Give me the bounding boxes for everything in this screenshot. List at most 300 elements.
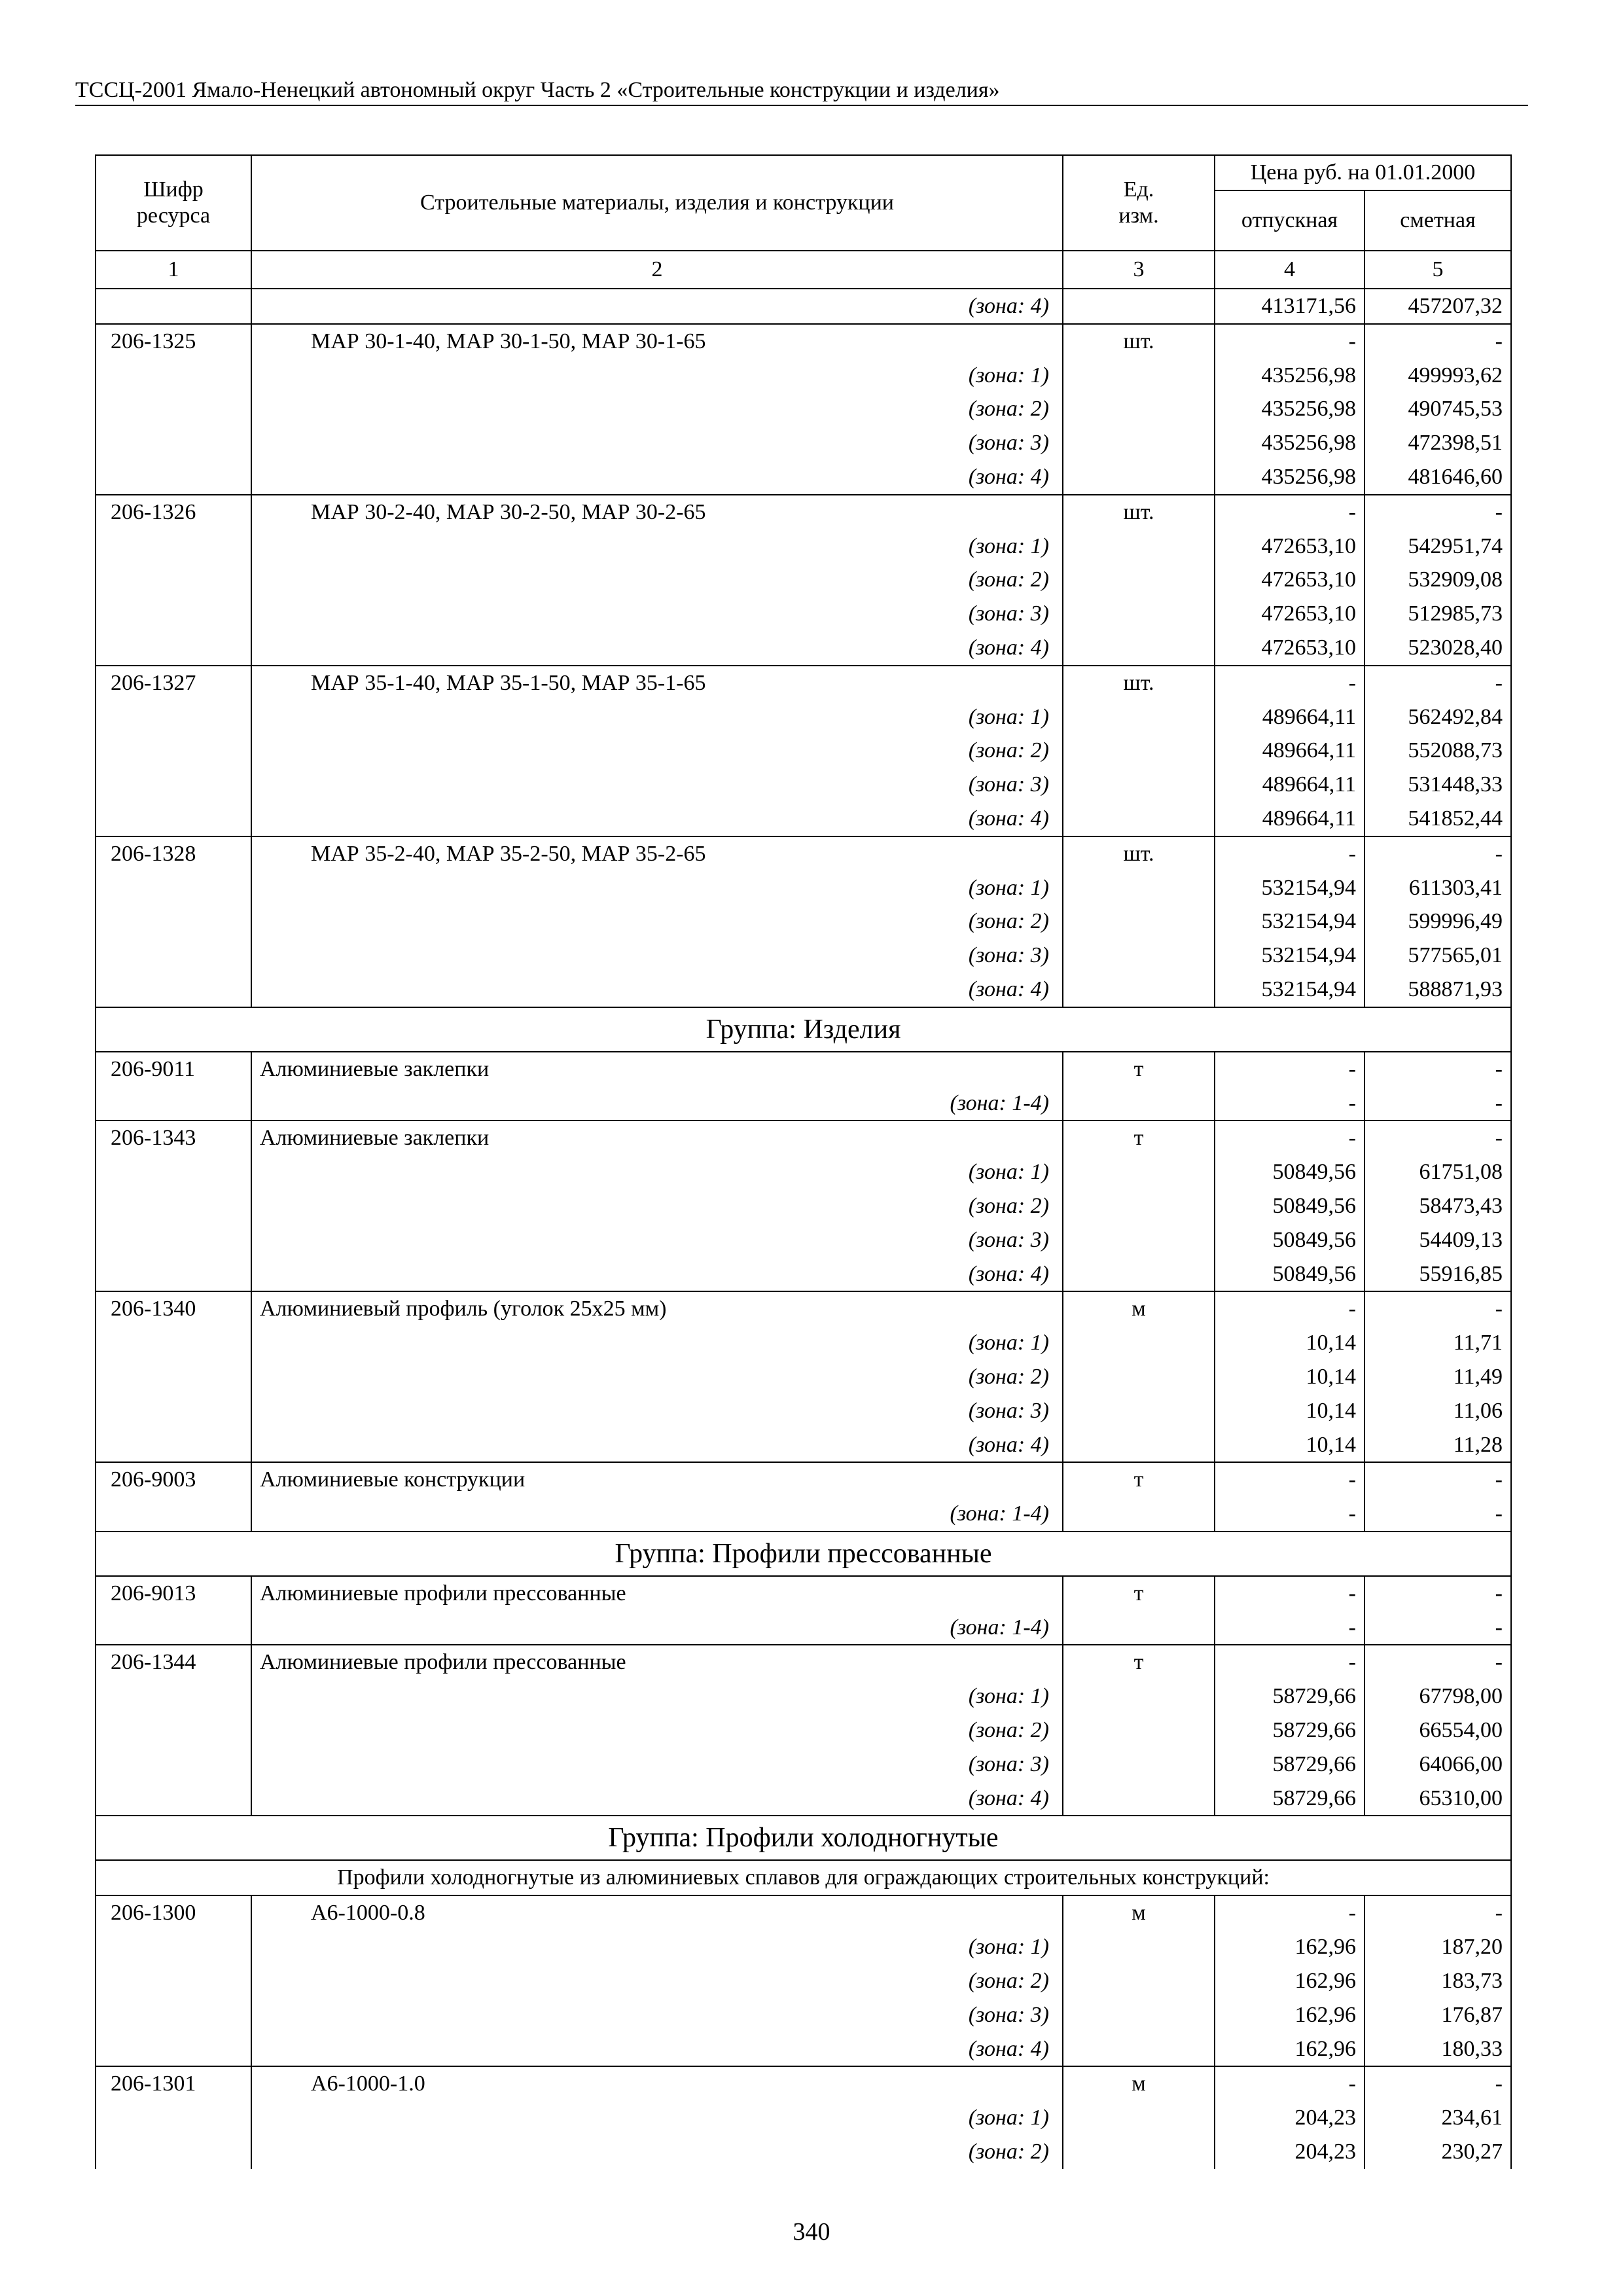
unit-of-measure: т	[1063, 1645, 1215, 1679]
column-number: 5	[1364, 251, 1511, 289]
unit-empty	[1063, 460, 1215, 495]
zone-label: (зона: 2)	[251, 563, 1063, 597]
estimate-price: 472398,51	[1364, 426, 1511, 460]
release-price: 489664,11	[1215, 768, 1364, 802]
estimate-price: 11,49	[1364, 1360, 1511, 1394]
zone-row	[96, 529, 1511, 564]
column-numbers-row	[96, 251, 1511, 289]
zone-label: (зона: 4)	[251, 289, 1063, 324]
resource-code-empty	[96, 1394, 251, 1428]
estimate-price: 187,20	[1364, 1930, 1511, 1964]
resource-code-empty	[96, 1748, 251, 1782]
estimate-price: 552088,73	[1364, 734, 1511, 768]
resource-code: 206-1344	[96, 1645, 251, 1679]
unit-empty	[1063, 426, 1215, 460]
zone-label: (зона: 2)	[251, 905, 1063, 939]
resource-code: 206-1328	[96, 836, 251, 871]
resource-code-empty	[96, 1189, 251, 1223]
release-price: -	[1215, 1086, 1364, 1121]
table-row	[96, 1052, 1511, 1086]
zone-label: (зона: 1)	[251, 1679, 1063, 1713]
column-number: 3	[1063, 251, 1215, 289]
release-price: -	[1215, 1895, 1364, 1930]
unit-empty	[1063, 359, 1215, 393]
estimate-price: 67798,00	[1364, 1679, 1511, 1713]
estimate-price: -	[1364, 1121, 1511, 1155]
release-price: -	[1215, 1052, 1364, 1086]
resource-code-empty	[96, 1679, 251, 1713]
estimate-price: -	[1364, 1645, 1511, 1679]
zone-row	[96, 1189, 1511, 1223]
estimate-price: 531448,33	[1364, 768, 1511, 802]
unit-empty	[1063, 2135, 1215, 2169]
resource-code-empty	[96, 1155, 251, 1189]
zone-row	[96, 1086, 1511, 1121]
zone-label: (зона: 4)	[251, 2032, 1063, 2067]
release-price: 489664,11	[1215, 700, 1364, 734]
zone-row	[96, 2101, 1511, 2135]
header-rule	[75, 105, 1528, 106]
estimate-price: -	[1364, 1291, 1511, 1326]
unit-empty	[1063, 1155, 1215, 1189]
estimate-price: 11,06	[1364, 1394, 1511, 1428]
unit-empty	[1063, 1782, 1215, 1816]
unit-empty	[1063, 1326, 1215, 1360]
resource-code-empty	[96, 1782, 251, 1816]
release-price: 532154,94	[1215, 973, 1364, 1007]
release-price: 489664,11	[1215, 734, 1364, 768]
zone-row	[96, 1428, 1511, 1463]
resource-code: 206-1301	[96, 2066, 251, 2101]
table-row	[96, 1121, 1511, 1155]
unit-of-measure: т	[1063, 1576, 1215, 1611]
group-heading: Группа: Изделия	[96, 1007, 1511, 1052]
zone-row	[96, 939, 1511, 973]
resource-code-empty	[96, 359, 251, 393]
unit-of-measure: м	[1063, 2066, 1215, 2101]
release-price: -	[1215, 324, 1364, 359]
zone-row	[96, 905, 1511, 939]
estimate-price: 490745,53	[1364, 392, 1511, 426]
unit-of-measure: т	[1063, 1462, 1215, 1497]
release-price: 10,14	[1215, 1394, 1364, 1428]
unit-empty	[1063, 1998, 1215, 2032]
unit-empty	[1063, 1428, 1215, 1463]
zone-row	[96, 392, 1511, 426]
zone-label: (зона: 2)	[251, 2135, 1063, 2169]
header-price: Цена руб. на 01.01.2000	[1215, 155, 1511, 190]
estimate-price: -	[1364, 1497, 1511, 1532]
unit-empty	[1063, 1964, 1215, 1998]
estimate-price: 512985,73	[1364, 597, 1511, 631]
table-row	[96, 1645, 1511, 1679]
zone-row	[96, 734, 1511, 768]
release-price: 472653,10	[1215, 631, 1364, 666]
zone-label: (зона: 2)	[251, 1360, 1063, 1394]
zone-row	[96, 871, 1511, 905]
unit-empty	[1063, 768, 1215, 802]
zone-row	[96, 768, 1511, 802]
table-header-row	[96, 155, 1511, 190]
header-code: Шифр ресурса	[96, 155, 251, 251]
unit-empty	[1063, 1257, 1215, 1292]
material-name: Алюминиевые конструкции	[251, 1462, 1063, 1497]
estimate-price: 61751,08	[1364, 1155, 1511, 1189]
material-name: Алюминиевые заклепки	[251, 1121, 1063, 1155]
zone-row	[96, 460, 1511, 495]
zone-row	[96, 1930, 1511, 1964]
unit-empty	[1063, 289, 1215, 324]
resource-code-empty	[96, 1257, 251, 1292]
zone-row	[96, 289, 1511, 324]
unit-of-measure: т	[1063, 1052, 1215, 1086]
estimate-price: 55916,85	[1364, 1257, 1511, 1292]
estimate-price: 599996,49	[1364, 905, 1511, 939]
unit-empty	[1063, 802, 1215, 836]
subheading: Профили холодногнутые из алюминиевых сплавов для ограждающих строительных конструкций:	[96, 1860, 1511, 1895]
estimate-price: 562492,84	[1364, 700, 1511, 734]
material-name: Алюминиевый профиль (уголок 25x25 мм)	[251, 1291, 1063, 1326]
zone-label: (зона: 1)	[251, 1930, 1063, 1964]
release-price: -	[1215, 1462, 1364, 1497]
estimate-price: 481646,60	[1364, 460, 1511, 495]
resource-code-empty	[96, 802, 251, 836]
resource-code-empty	[96, 1611, 251, 1645]
zone-row	[96, 1497, 1511, 1532]
zone-label: (зона: 3)	[251, 597, 1063, 631]
material-name: МАР 30-2-40, МАР 30-2-50, МАР 30-2-65	[251, 495, 1063, 529]
zone-row	[96, 1964, 1511, 1998]
estimate-price: 183,73	[1364, 1964, 1511, 1998]
release-price: -	[1215, 2066, 1364, 2101]
estimate-price: 58473,43	[1364, 1189, 1511, 1223]
unit-empty	[1063, 529, 1215, 564]
table-row	[96, 324, 1511, 359]
estimate-price: 532909,08	[1364, 563, 1511, 597]
unit-empty	[1063, 2101, 1215, 2135]
unit-empty	[1063, 597, 1215, 631]
release-price: 58729,66	[1215, 1748, 1364, 1782]
release-price: 435256,98	[1215, 359, 1364, 393]
unit-empty	[1063, 392, 1215, 426]
estimate-price: 65310,00	[1364, 1782, 1511, 1816]
zone-row	[96, 1155, 1511, 1189]
table-row	[96, 1462, 1511, 1497]
material-name: А6-1000-0.8	[251, 1895, 1063, 1930]
resource-code-empty	[96, 734, 251, 768]
estimate-price: -	[1364, 836, 1511, 871]
unit-of-measure: м	[1063, 1291, 1215, 1326]
zone-row	[96, 2135, 1511, 2169]
release-price: 472653,10	[1215, 529, 1364, 564]
release-price: -	[1215, 1121, 1364, 1155]
unit-empty	[1063, 1611, 1215, 1645]
table-row	[96, 1895, 1511, 1930]
resource-code-empty	[96, 1497, 251, 1532]
group-heading-row	[96, 1007, 1511, 1052]
estimate-price: 588871,93	[1364, 973, 1511, 1007]
resource-code-empty	[96, 1428, 251, 1463]
estimate-price: 11,71	[1364, 1326, 1511, 1360]
resource-code-empty	[96, 1998, 251, 2032]
estimate-price: -	[1364, 324, 1511, 359]
unit-of-measure: шт.	[1063, 666, 1215, 700]
resource-code-empty	[96, 631, 251, 666]
estimate-price: -	[1364, 1576, 1511, 1611]
zone-label: (зона: 1)	[251, 2101, 1063, 2135]
zone-label: (зона: 4)	[251, 1782, 1063, 1816]
resource-code: 206-1326	[96, 495, 251, 529]
estimate-price: 234,61	[1364, 2101, 1511, 2135]
material-name: МАР 30-1-40, МАР 30-1-50, МАР 30-1-65	[251, 324, 1063, 359]
release-price: 10,14	[1215, 1360, 1364, 1394]
resource-code: 206-1327	[96, 666, 251, 700]
resource-code-empty	[96, 1086, 251, 1121]
unit-empty	[1063, 631, 1215, 666]
zone-label: (зона: 2)	[251, 734, 1063, 768]
resource-code: 206-9013	[96, 1576, 251, 1611]
release-price: -	[1215, 836, 1364, 871]
resource-code-empty	[96, 529, 251, 564]
zone-row	[96, 1998, 1511, 2032]
zone-label: (зона: 1)	[251, 700, 1063, 734]
release-price: 435256,98	[1215, 426, 1364, 460]
unit-empty	[1063, 1713, 1215, 1748]
material-name: Алюминиевые заклепки	[251, 1052, 1063, 1086]
unit-empty	[1063, 939, 1215, 973]
zone-label: (зона: 3)	[251, 1998, 1063, 2032]
material-name: МАР 35-1-40, МАР 35-1-50, МАР 35-1-65	[251, 666, 1063, 700]
zone-row	[96, 1713, 1511, 1748]
resource-code: 206-9011	[96, 1052, 251, 1086]
estimate-price: -	[1364, 1611, 1511, 1645]
zone-label: (зона: 1-4)	[251, 1086, 1063, 1121]
zone-label: (зона: 4)	[251, 802, 1063, 836]
estimate-price: 577565,01	[1364, 939, 1511, 973]
resource-code-empty	[96, 563, 251, 597]
zone-label: (зона: 3)	[251, 939, 1063, 973]
zone-label: (зона: 4)	[251, 631, 1063, 666]
zone-row	[96, 1782, 1511, 1816]
unit-empty	[1063, 1086, 1215, 1121]
table-row	[96, 666, 1511, 700]
unit-empty	[1063, 1930, 1215, 1964]
zone-row	[96, 597, 1511, 631]
release-price: 532154,94	[1215, 905, 1364, 939]
release-price: 10,14	[1215, 1326, 1364, 1360]
zone-label: (зона: 1)	[251, 1326, 1063, 1360]
zone-label: (зона: 3)	[251, 1748, 1063, 1782]
group-heading: Группа: Профили прессованные	[96, 1532, 1511, 1576]
zone-label: (зона: 3)	[251, 426, 1063, 460]
zone-row	[96, 2032, 1511, 2067]
release-price: 472653,10	[1215, 597, 1364, 631]
zone-label: (зона: 2)	[251, 1189, 1063, 1223]
estimate-price: 176,87	[1364, 1998, 1511, 2032]
unit-of-measure: т	[1063, 1121, 1215, 1155]
resource-code-empty	[96, 1326, 251, 1360]
estimate-price: 66554,00	[1364, 1713, 1511, 1748]
table-row	[96, 1576, 1511, 1611]
table-row	[96, 495, 1511, 529]
resource-code: 206-1300	[96, 1895, 251, 1930]
resource-code-empty	[96, 426, 251, 460]
zone-label: (зона: 2)	[251, 1964, 1063, 1998]
zone-label: (зона: 1)	[251, 529, 1063, 564]
release-price: 472653,10	[1215, 563, 1364, 597]
release-price: 489664,11	[1215, 802, 1364, 836]
estimate-price: 499993,62	[1364, 359, 1511, 393]
unit-empty	[1063, 1748, 1215, 1782]
group-heading-row	[96, 1532, 1511, 1576]
material-name: Алюминиевые профили прессованные	[251, 1576, 1063, 1611]
resource-code-empty	[96, 768, 251, 802]
table-row	[96, 1291, 1511, 1326]
estimate-price: -	[1364, 495, 1511, 529]
estimate-price: -	[1364, 1895, 1511, 1930]
unit-empty	[1063, 1360, 1215, 1394]
release-price: 58729,66	[1215, 1713, 1364, 1748]
zone-row	[96, 1611, 1511, 1645]
zone-row	[96, 426, 1511, 460]
zone-row	[96, 1257, 1511, 1292]
group-heading-row	[96, 1816, 1511, 1860]
zone-label: (зона: 1)	[251, 1155, 1063, 1189]
resource-code: 206-1343	[96, 1121, 251, 1155]
unit-empty	[1063, 973, 1215, 1007]
zone-label: (зона: 1-4)	[251, 1497, 1063, 1532]
release-price: 532154,94	[1215, 871, 1364, 905]
estimate-price: 457207,32	[1364, 289, 1511, 324]
estimate-price: 180,33	[1364, 2032, 1511, 2067]
zone-row	[96, 973, 1511, 1007]
unit-empty	[1063, 700, 1215, 734]
unit-empty	[1063, 734, 1215, 768]
zone-row	[96, 359, 1511, 393]
resource-code-empty	[96, 1964, 251, 1998]
resource-code-empty	[96, 1360, 251, 1394]
resource-code-empty	[96, 1223, 251, 1257]
estimate-price: -	[1364, 2066, 1511, 2101]
release-price: 162,96	[1215, 2032, 1364, 2067]
zone-row	[96, 1223, 1511, 1257]
resource-code: 206-1325	[96, 324, 251, 359]
header-unit: Ед. изм.	[1063, 155, 1215, 251]
resource-code-empty	[96, 973, 251, 1007]
zone-row	[96, 802, 1511, 836]
estimate-price: 523028,40	[1364, 631, 1511, 666]
unit-of-measure: м	[1063, 1895, 1215, 1930]
release-price: -	[1215, 1497, 1364, 1532]
release-price: -	[1215, 495, 1364, 529]
zone-label: (зона: 4)	[251, 460, 1063, 495]
zone-row	[96, 1326, 1511, 1360]
zone-row	[96, 563, 1511, 597]
resource-code-empty	[96, 289, 251, 324]
resource-code-empty	[96, 905, 251, 939]
estimate-price: -	[1364, 666, 1511, 700]
unit-empty	[1063, 1497, 1215, 1532]
unit-empty	[1063, 1679, 1215, 1713]
material-name: Алюминиевые профили прессованные	[251, 1645, 1063, 1679]
unit-empty	[1063, 871, 1215, 905]
unit-of-measure: шт.	[1063, 324, 1215, 359]
estimate-price: -	[1364, 1052, 1511, 1086]
zone-label: (зона: 4)	[251, 1257, 1063, 1292]
material-name: МАР 35-2-40, МАР 35-2-50, МАР 35-2-65	[251, 836, 1063, 871]
zone-label: (зона: 3)	[251, 768, 1063, 802]
release-price: 413171,56	[1215, 289, 1364, 324]
zone-row	[96, 1394, 1511, 1428]
estimate-price: 541852,44	[1364, 802, 1511, 836]
resource-code: 206-1340	[96, 1291, 251, 1326]
zone-label: (зона: 2)	[251, 392, 1063, 426]
release-price: 58729,66	[1215, 1782, 1364, 1816]
header-release: отпускная	[1215, 190, 1364, 251]
resource-code: 206-9003	[96, 1462, 251, 1497]
release-price: -	[1215, 1645, 1364, 1679]
unit-of-measure: шт.	[1063, 836, 1215, 871]
unit-empty	[1063, 1189, 1215, 1223]
estimate-price: 611303,41	[1364, 871, 1511, 905]
zone-row	[96, 1748, 1511, 1782]
zone-row	[96, 1360, 1511, 1394]
column-number: 2	[251, 251, 1063, 289]
zone-row	[96, 700, 1511, 734]
release-price: 204,23	[1215, 2101, 1364, 2135]
release-price: 58729,66	[1215, 1679, 1364, 1713]
resource-code-empty	[96, 1930, 251, 1964]
zone-label: (зона: 2)	[251, 1713, 1063, 1748]
unit-empty	[1063, 1394, 1215, 1428]
zone-label: (зона: 1)	[251, 359, 1063, 393]
zone-row	[96, 631, 1511, 666]
table-body	[96, 251, 1511, 2169]
zone-label: (зона: 1-4)	[251, 1611, 1063, 1645]
table-row	[96, 2066, 1511, 2101]
group-heading: Группа: Профили холодногнутые	[96, 1816, 1511, 1860]
release-price: 162,96	[1215, 1964, 1364, 1998]
zone-label: (зона: 4)	[251, 1428, 1063, 1463]
release-price: -	[1215, 666, 1364, 700]
estimate-price: 542951,74	[1364, 529, 1511, 564]
release-price: 50849,56	[1215, 1223, 1364, 1257]
release-price: -	[1215, 1576, 1364, 1611]
page-number: 340	[793, 2218, 830, 2246]
release-price: -	[1215, 1611, 1364, 1645]
estimate-price: 11,28	[1364, 1428, 1511, 1463]
table-row	[96, 836, 1511, 871]
resource-code-empty	[96, 1713, 251, 1748]
release-price: 435256,98	[1215, 392, 1364, 426]
release-price: 50849,56	[1215, 1189, 1364, 1223]
release-price: 162,96	[1215, 1930, 1364, 1964]
release-price: 50849,56	[1215, 1155, 1364, 1189]
estimate-price: -	[1364, 1086, 1511, 1121]
zone-label: (зона: 3)	[251, 1223, 1063, 1257]
resource-code-empty	[96, 700, 251, 734]
release-price: 10,14	[1215, 1428, 1364, 1463]
page-header-title: ТССЦ-2001 Ямало-Ненецкий автономный округ Часть 2 «Строительные конструкции и изделия»	[75, 78, 1000, 102]
release-price: 532154,94	[1215, 939, 1364, 973]
unit-empty	[1063, 905, 1215, 939]
estimate-price: 64066,00	[1364, 1748, 1511, 1782]
release-price: 50849,56	[1215, 1257, 1364, 1292]
header-name: Строительные материалы, изделия и конструкции	[251, 155, 1063, 251]
resource-code-empty	[96, 871, 251, 905]
estimate-price: 230,27	[1364, 2135, 1511, 2169]
zone-label: (зона: 3)	[251, 1394, 1063, 1428]
